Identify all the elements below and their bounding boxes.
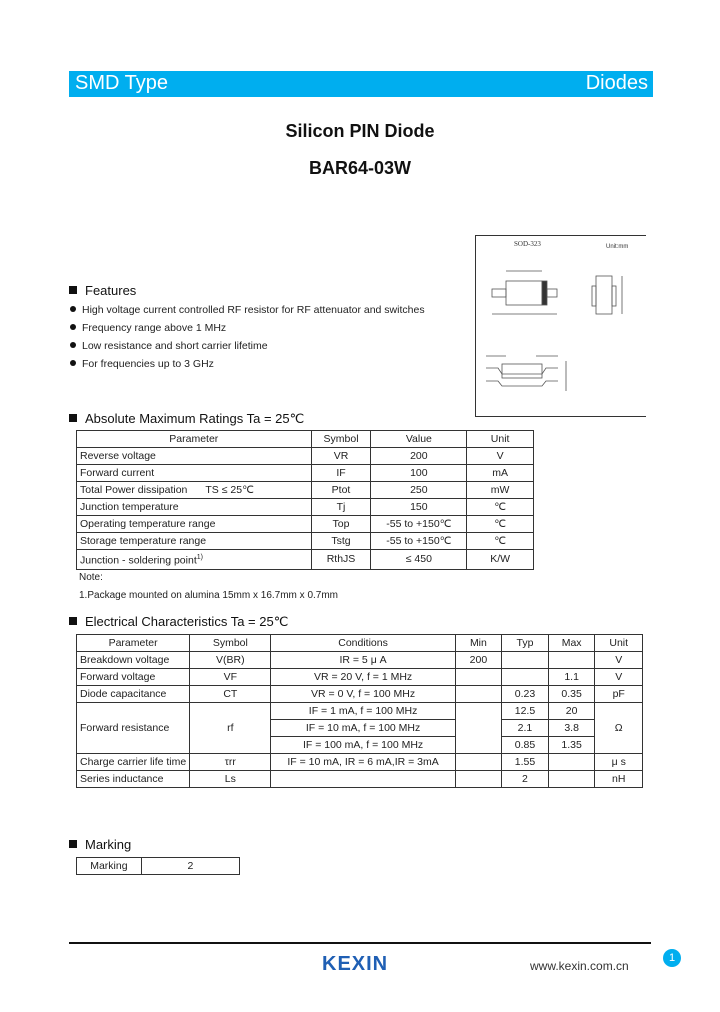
feature-item: For frequencies up to 3 GHz [70, 358, 214, 370]
abs-max-heading: Absolute Maximum Ratings Ta = 25℃ [69, 411, 304, 427]
note-text: 1.Package mounted on alumina 15mm x 16.7mm x 0.7mm [79, 590, 339, 601]
table-row: Forward voltage VF VR = 20 V, f = 1 MHz 1.1 V [77, 669, 643, 686]
part-number: BAR64-03W [308, 158, 412, 178]
page-title: Silicon PIN Diode [285, 121, 435, 141]
table-row: Storage temperature range Tstg -55 to +150℃ ℃ [77, 533, 534, 550]
table-row: Breakdown voltage V(BR) IR = 5 μ A 200 V [77, 652, 643, 669]
header-left: SMD Type [75, 72, 168, 94]
feature-item: High voltage current controlled RF resistor for RF attenuator and switches [70, 304, 425, 316]
features-heading: Features [69, 283, 136, 298]
table-row: IF = 100 mA, f = 100 MHz 0.85 1.35 [77, 737, 643, 754]
header-right: Diodes [585, 72, 648, 94]
table-row: Series inductance Ls 2 nH [77, 771, 643, 788]
bullet-icon [70, 360, 76, 366]
square-bullet-icon [69, 840, 77, 848]
elec-heading: Electrical Characteristics Ta = 25℃ [69, 614, 288, 630]
table-row: Diode capacitance CT VR = 0 V, f = 100 MHz 0.23 0.35 pF [77, 686, 643, 703]
marking-table [76, 857, 240, 875]
table-row: IF = 10 mA, f = 100 MHz 2.1 3.8 [77, 720, 643, 737]
footer-url[interactable]: www.kexin.com.cn [530, 959, 629, 973]
square-bullet-icon [69, 286, 77, 294]
table-row: Total Power dissipation TS ≤ 25℃ Ptot 250 mW [77, 482, 534, 499]
bullet-icon [70, 306, 76, 312]
bullet-icon [70, 324, 76, 330]
package-drawing [475, 235, 646, 417]
feature-item: Frequency range above 1 MHz [70, 322, 226, 334]
bullet-icon [70, 342, 76, 348]
table-row: Forward current IF 100 mA [77, 465, 534, 482]
square-bullet-icon [69, 414, 77, 422]
square-bullet-icon [69, 617, 77, 625]
kexin-logo: KEXIN [322, 953, 389, 975]
table-row: Junction - soldering point$^{1)}$ RthJS ≤ 450 K/W [77, 550, 534, 570]
feature-item: Low resistance and short carrier lifetime [70, 340, 268, 352]
table-row: Marking 2 [77, 858, 240, 875]
table-header-row: Parameter Symbol Value Unit [77, 431, 534, 448]
package-name: SOD-323 [514, 240, 541, 248]
table-row: Junction temperature Tj 150 ℃ [77, 499, 534, 516]
note-label: Note: [79, 572, 103, 583]
table-row: Charge carrier life time τrr IF = 10 mA, IR = 6 mA,IR = 3mA 1.55 μ s [77, 754, 643, 771]
page-number: 1 [663, 949, 681, 967]
elec-table [76, 634, 643, 788]
package-unit: Unit:mm [606, 244, 629, 250]
footer-divider [69, 942, 651, 944]
table-header-row: Parameter Symbol Conditions Min Typ Max Unit [77, 635, 643, 652]
marking-heading: Marking [69, 837, 131, 852]
package-outline-icon [476, 236, 646, 416]
header-bar [69, 71, 653, 97]
abs-max-table [76, 430, 534, 570]
table-row: Reverse voltage VR 200 V [77, 448, 534, 465]
table-row: Forward resistance rf IF = 1 mA, f = 100 MHz 12.5 20 Ω [77, 703, 643, 720]
table-row: Operating temperature range Top -55 to +150℃ ℃ [77, 516, 534, 533]
